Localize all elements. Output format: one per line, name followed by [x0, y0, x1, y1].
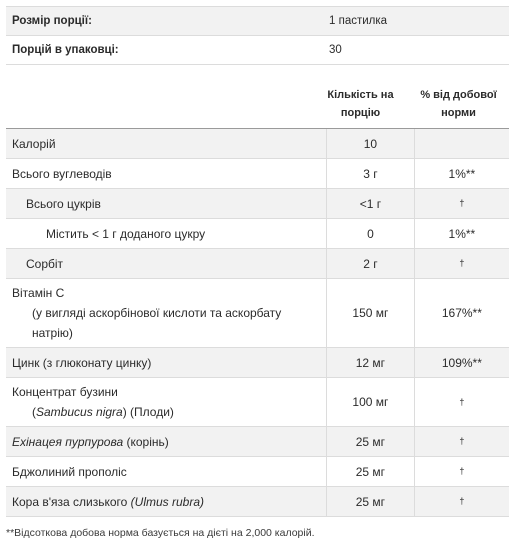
serving-size-row: [6, 7, 509, 36]
serving-size-value: 1 пастилка: [323, 7, 509, 36]
daily-value-header: % від добової норми: [420, 89, 497, 119]
table-row: [6, 129, 509, 159]
servings-per-container-label: Порцій в упаковці:: [6, 36, 323, 65]
dagger-mark: †: [459, 258, 465, 268]
dagger-mark: †: [459, 496, 465, 506]
table-row: [6, 249, 509, 279]
nutrient-amount: 10: [327, 129, 415, 159]
table-row: [6, 487, 509, 517]
nutrient-name-italic: Ехінацея пурпурова: [12, 434, 124, 449]
latin-name: (Ulmus rubra): [130, 494, 205, 509]
nutrient-name: Калорій: [6, 129, 327, 159]
nutrient-amount: <1 г: [327, 189, 415, 219]
table-row: [6, 378, 509, 427]
nutrient-amount: 2 г: [327, 249, 415, 279]
nutrient-daily-value: [414, 378, 509, 427]
table-row: [6, 159, 509, 189]
dagger-mark: †: [459, 198, 465, 208]
nutrient-amount: 150 мг: [327, 279, 415, 348]
nutrient-daily-value: [414, 487, 509, 517]
amount-per-serving-header: Кількість на порцію: [327, 89, 394, 119]
nutrient-name: Вітамін С: [12, 286, 65, 300]
nutrient-daily-value: [414, 129, 509, 159]
table-row: [6, 457, 509, 487]
nutrient-amount: 25 мг: [327, 457, 415, 487]
nutrient-name: Бджолиний прополіс: [6, 457, 327, 487]
nutrient-name-cell: [6, 487, 327, 517]
nutrient-amount: 100 мг: [327, 378, 415, 427]
serving-info-table: [6, 6, 509, 65]
nutrient-name: Всього цукрів: [6, 189, 327, 219]
nutrient-amount: 12 мг: [327, 348, 415, 378]
nutrient-daily-value: 1%**: [414, 159, 509, 189]
nutrient-table: [6, 128, 509, 517]
nutrient-name: Концентрат бузини: [12, 385, 118, 399]
source-tail: ) (Плоди): [122, 405, 174, 419]
nutrient-daily-value: [414, 249, 509, 279]
nutrient-amount: 25 мг: [327, 427, 415, 457]
nutrient-source: (у вигляді аскорбінової кислоти та аскорбату натрію): [32, 306, 282, 340]
nutrient-name-tail: (корінь): [123, 434, 169, 449]
dagger-mark: †: [459, 436, 465, 446]
source-open: (: [32, 405, 36, 419]
servings-per-container-value: 30: [323, 36, 509, 65]
nutrient-amount: 0: [327, 219, 415, 249]
nutrient-name-cell: [6, 378, 327, 427]
nutrient-daily-value: [414, 427, 509, 457]
nutrient-name: Кора в'яза слизького: [12, 494, 131, 509]
nutrient-amount: 3 г: [327, 159, 415, 189]
table-row: [6, 219, 509, 249]
servings-per-container-row: [6, 36, 509, 65]
nutrient-amount: 25 мг: [327, 487, 415, 517]
nutrient-daily-value: [414, 457, 509, 487]
latin-name: Sambucus nigra: [36, 405, 123, 419]
footnote: **Відсоткова добова норма базується на дієті на 2,000 калорій.: [6, 527, 315, 539]
dagger-mark: †: [459, 396, 465, 407]
serving-size-label: Розмір порції:: [6, 7, 323, 36]
nutrient-name: Містить < 1 г доданого цукру: [6, 219, 327, 249]
table-row: [6, 348, 509, 378]
table-row: [6, 279, 509, 348]
dagger-mark: †: [459, 466, 465, 476]
nutrient-daily-value: 167%**: [414, 279, 509, 348]
table-row: [6, 189, 509, 219]
nutrient-source: [12, 402, 326, 422]
nutrient-name-cell: [6, 279, 327, 348]
nutrient-daily-value: 109%**: [414, 348, 509, 378]
nutrient-name: Всього вуглеводів: [6, 159, 327, 189]
nutrient-name-cell: [6, 427, 327, 457]
nutrient-name: Цинк (з глюконату цинку): [6, 348, 327, 378]
nutrient-daily-value: 1%**: [414, 219, 509, 249]
table-row: [6, 427, 509, 457]
nutrient-name: Сорбіт: [6, 249, 327, 279]
nutrient-daily-value: [414, 189, 509, 219]
